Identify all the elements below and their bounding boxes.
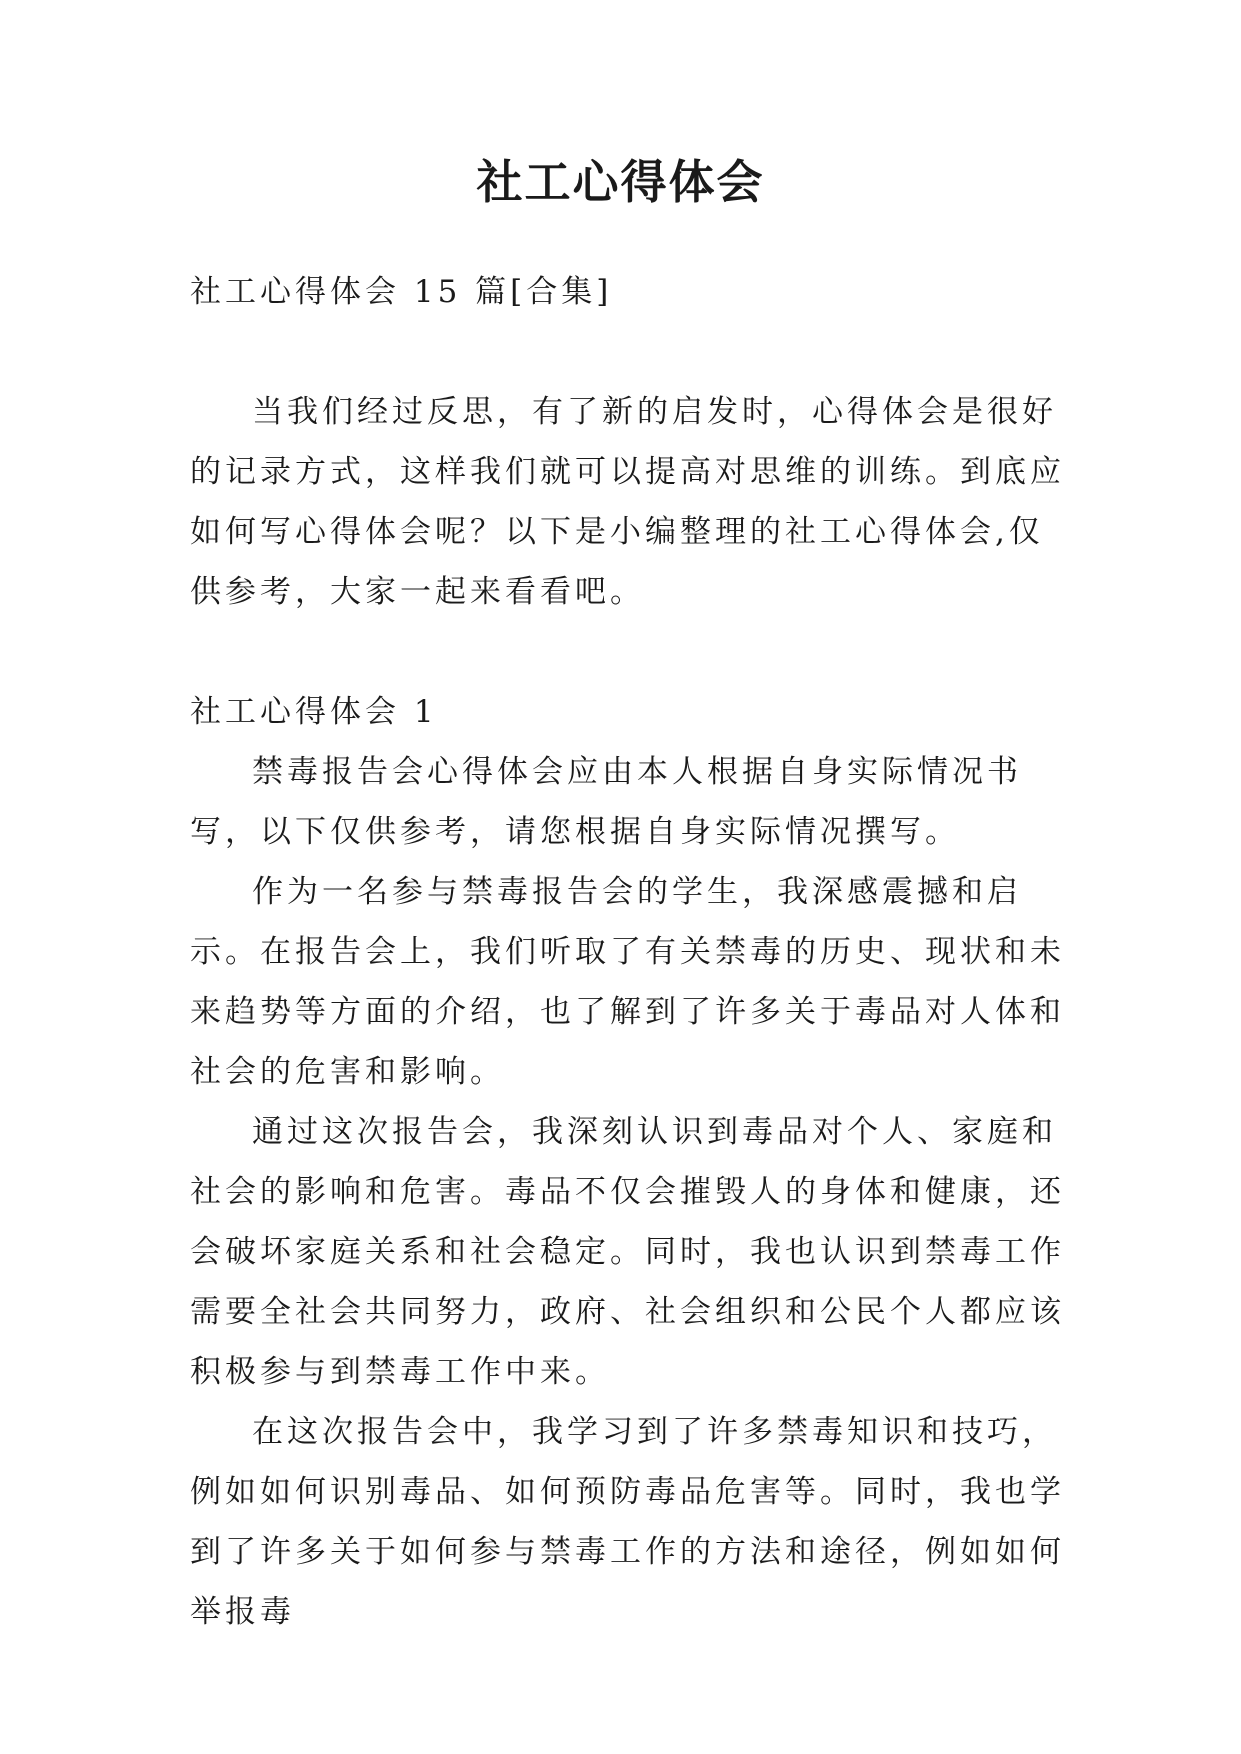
section-heading: 社工心得体会 1 [190,694,438,730]
document-body [190,262,1070,1642]
intro-paragraph: 当我们经过反思，有了新的启发时，心得体会是很好的记录方式，这样我们就可以提高对思维的训练。到底应如何写心得体会呢？以下是小编整理的社工心得体会,仅供参考，大家一起来看看吧。 [190,394,1065,610]
body-paragraph: 通过这次报告会，我深刻认识到毒品对个人、家庭和社会的影响和危害。毒品不仅会摧毁人的身体和健康，还会破坏家庭关系和社会稳定。同时，我也认识到禁毒工作需要全社会共同努力，政府、社会组织和公民个人都应该积极参与到禁毒工作中来。 [190,1114,1065,1390]
body-paragraph: 在这次报告会中，我学习到了许多禁毒知识和技巧，例如如何识别毒品、如何预防毒品危害等。同时，我也学到了许多关于如何参与禁毒工作的方法和途径，例如如何举报毒 [190,1414,1065,1630]
body-paragraph: 作为一名参与禁毒报告会的学生，我深感震撼和启示。在报告会上，我们听取了有关禁毒的历史、现状和未来趋势等方面的介绍，也了解到了许多关于毒品对人体和社会的危害和影响。 [190,874,1065,1090]
document-title: 社工心得体会 [476,155,765,209]
document-subtitle: 社工心得体会 15 篇[合集] [190,274,613,310]
body-paragraph: 禁毒报告会心得体会应由本人根据自身实际情况书写，以下仅供参考，请您根据自身实际情况撰写。 [190,754,1022,850]
